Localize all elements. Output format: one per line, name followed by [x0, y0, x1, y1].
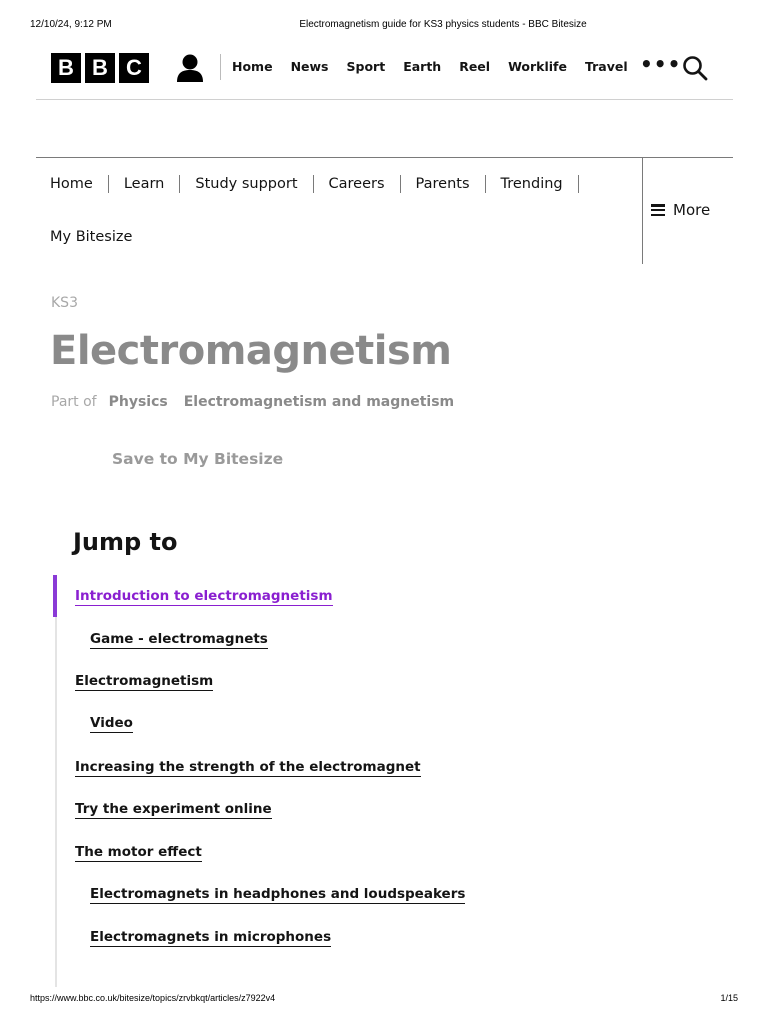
jump-link-electromagnetism[interactable]: Electromagnetism: [75, 673, 214, 689]
nav-separator: [108, 175, 109, 193]
bitesize-nav-trending[interactable]: Trending: [500, 175, 563, 192]
more-menu-container: [642, 158, 733, 264]
nav-separator: [179, 175, 180, 193]
jump-link-try-experiment[interactable]: Try the experiment online: [75, 801, 272, 817]
part-of-label: Part of: [51, 394, 97, 410]
print-page-number: 1/15: [720, 993, 738, 1003]
jump-link-headphones-loudspeakers[interactable]: Electromagnets in headphones and loudspeakers: [90, 886, 466, 902]
global-nav-travel[interactable]: Travel: [584, 59, 628, 74]
bitesize-nav-home[interactable]: Home: [50, 175, 93, 192]
jump-link-game-electromagnets[interactable]: Game - electromagnets: [90, 631, 268, 647]
bitesize-nav-study-support[interactable]: Study support: [195, 175, 298, 192]
breadcrumb-link-physics[interactable]: Physics: [108, 394, 168, 410]
nav-separator: [400, 175, 401, 193]
print-header: [0, 19, 768, 33]
global-nav-worklife[interactable]: Worklife: [508, 59, 567, 74]
jump-to-heading: Jump to: [73, 528, 178, 556]
nav-separator: [313, 175, 314, 193]
more-menu-label: More: [673, 201, 711, 219]
bitesize-nav-parents[interactable]: Parents: [415, 175, 470, 192]
global-nav-earth[interactable]: Earth: [403, 59, 442, 74]
nav-separator: [578, 175, 579, 193]
jump-to-rail: [55, 575, 57, 987]
key-stage-label: KS3: [51, 295, 78, 311]
bitesize-nav-links: [50, 174, 610, 280]
print-document-title: Electromagnetism guide for KS3 physics students - BBC Bitesize: [299, 19, 587, 30]
breadcrumb-link-topic[interactable]: Electromagnetism and magnetism: [183, 394, 455, 410]
global-nav-news[interactable]: News: [290, 59, 329, 74]
logo-letter: B: [85, 53, 115, 83]
more-options-icon[interactable]: •••: [640, 52, 682, 76]
jump-link-microphones[interactable]: Electromagnets in microphones: [90, 929, 332, 945]
print-url: https://www.bbc.co.uk/bitesize/topics/zrvbkqt/articles/z7922v4: [30, 993, 276, 1003]
search-icon[interactable]: [682, 55, 708, 81]
global-nav-home[interactable]: Home: [232, 59, 273, 74]
print-timestamp: 12/10/24, 9:12 PM: [30, 19, 112, 30]
bitesize-nav: [36, 157, 733, 263]
save-to-my-bitesize-button[interactable]: Save to My Bitesize: [112, 450, 284, 468]
page-title: Electromagnetism: [50, 328, 452, 374]
jump-link-introduction[interactable]: Introduction to electromagnetism: [75, 588, 333, 604]
more-menu-button[interactable]: [651, 201, 710, 219]
bitesize-nav-my-bitesize[interactable]: My Bitesize: [50, 228, 133, 245]
logo-letter: B: [51, 53, 81, 83]
global-nav-sport[interactable]: Sport: [346, 59, 386, 74]
global-nav-links: [232, 59, 646, 74]
hamburger-icon: [651, 204, 665, 216]
nav-divider: [220, 54, 221, 80]
global-nav-reel[interactable]: Reel: [459, 59, 491, 74]
jump-link-increasing-strength[interactable]: Increasing the strength of the electromagnet: [75, 759, 421, 775]
bitesize-nav-careers[interactable]: Careers: [328, 175, 385, 192]
active-indicator: [53, 575, 57, 617]
logo-letter: C: [119, 53, 149, 83]
part-of-breadcrumb: [51, 394, 454, 410]
nav-separator: [485, 175, 486, 193]
user-icon[interactable]: [176, 53, 204, 83]
jump-link-video[interactable]: Video: [90, 715, 133, 731]
jump-link-motor-effect[interactable]: The motor effect: [75, 844, 202, 860]
bbc-logo[interactable]: [51, 53, 149, 83]
bbc-global-nav: [36, 48, 733, 100]
bitesize-nav-learn[interactable]: Learn: [123, 175, 165, 192]
